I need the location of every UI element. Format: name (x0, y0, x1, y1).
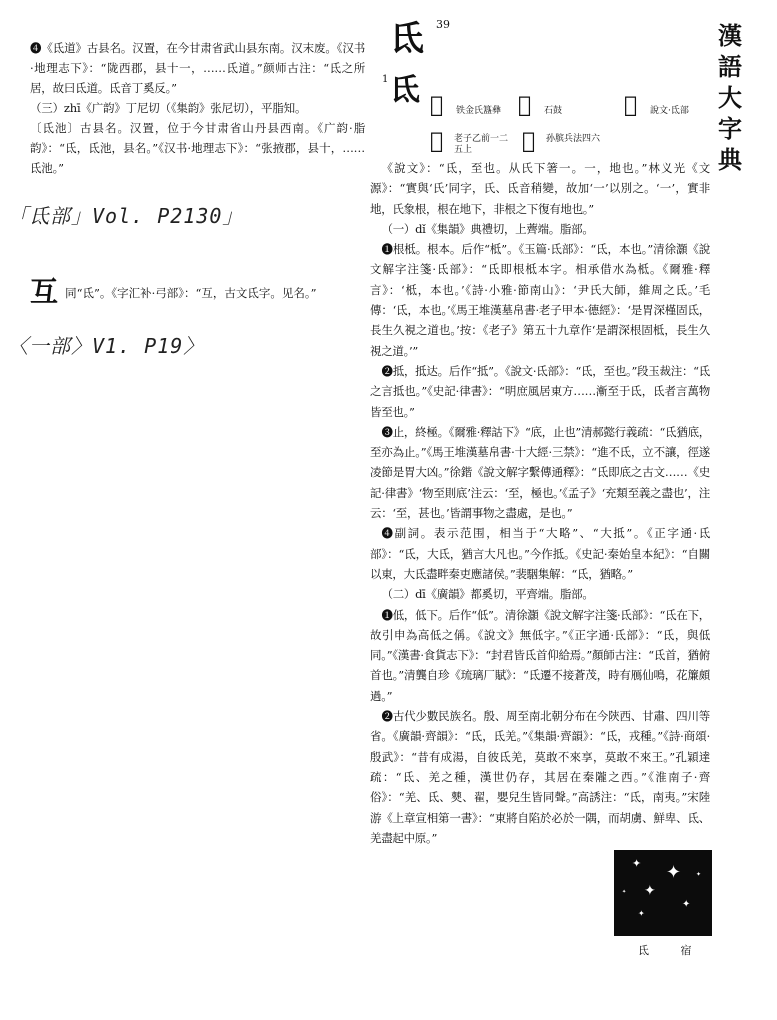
left-clipping (30, 38, 365, 178)
title-char: 語 (718, 52, 742, 81)
clipping-text (30, 38, 365, 178)
handwritten-annotation-1: 「氐部」Vol. P2130」 (8, 204, 244, 228)
sense-paragraph: ❷抵，抵达。后作“抵”。《說文·氐部》：“氐，至也。”段玉裁注：“氐之言抵也。”《史記·律書》：“明庶風居東方……漸至于氐，氐者言萬物皆至也。” (370, 363, 710, 419)
clipping-paragraph-1: ❹《氐道》古县名。汉置，在今甘肃省武山县东南。汉末废。《汉书·地理志下》：“陇西郡，县十一，……氐道。”颜师古注：“氐之所居，故曰氐道。氐音丁奚反。” (30, 41, 365, 95)
reading-heading: （二）dī《廣韻》都奚切，平齊端。脂部。 (381, 587, 594, 602)
star-icon: ✦ (644, 883, 656, 899)
variant-text: 同“氐”。《字汇补·弓部》：“互，古文氐字。见名。” (65, 286, 317, 300)
figure-caption: 氐 宿 (638, 944, 706, 957)
entry-headword: 氐 (390, 73, 420, 108)
sense-paragraph: ❷古代少數民族名。殷、周至南北朝分布在今陝西、甘肅、四川等省。《廣韻·齊韻》：“氐，氐羌。”《集韻·齊韻》：“氐，戎種。”《詩·商頌·殷武》：“昔有成湯，自彼氐羌，莫敢不來享，莫敢不來王。”孔穎達疏：“氐、羌之種，漢世仍存，其居在秦隴之西。”《淮南子·齊俗》：“羌、氐、僰、翟，嬰兒生皆同聲。”高誘注：“氐，南夷。”宋陸游《上章宣相第一書》：“東將自陷於必於一隅，而胡虜、鮮卑、氐、羌盡起中原。” (370, 709, 710, 845)
variant-entry (30, 270, 365, 310)
ancient-glyph: 𠀉 (518, 92, 532, 118)
ancient-glyph: 𠀉 (522, 128, 536, 154)
entry-body (370, 158, 710, 848)
star-icon: ✦ (682, 899, 691, 910)
glyph-caption: 老子乙前一二五上 (454, 134, 509, 155)
sense-paragraph: ❹副詞。表示范围，相当于“大略”、“大抵”。《正字通·氐部》：“氐，大氐，猶言大凡也。”今作抵。《史記·秦始皇本紀》：“自關以東，大氐盡畔秦吏應諸侯。”裴駰集解：“氐，猶略。” (370, 526, 710, 581)
title-char: 字 (718, 114, 742, 143)
title-char: 典 (718, 145, 742, 174)
star-map-figure (614, 850, 712, 936)
handwritten-annotation-2: 〈一部〉V1. P19〉 (8, 334, 205, 358)
sense-paragraph: ❶根柢。根本。后作“柢”。《玉篇·氐部》：“氐，本也。”清徐灝《說文解字注箋·氐部》：“氐即根柢本字。相承借水為柢。《爾雅·釋言》：‘柢，本也。’《詩·小雅·節南山》：‘尹氏大師，維周之氐。’毛傳：‘氐，本也。’《馬王堆漢墓帛書·老子甲本·德經》：‘是胃深槿固氐，長生久視之道也。’按：《老子》第五十九章作‘是謂深根固柢，長生久視之道。’” (370, 242, 710, 358)
glyph-caption: 說文·氐部 (650, 106, 689, 116)
sense-paragraph: ❸止，終極。《爾雅·釋詁下》“底，止也”清郝懿行義疏：“氐猶底，至亦為止。”《馬王堆漢墓帛書·十大經·三禁》：“進不氐，立不讓，徑遂凌節是胃大凶。”徐鍇《說文解字繫傳通釋》：“氐即底之古文……《史記·律書》‘物至則底’注云：‘至，極也。’《孟子》‘充類至義之盡也’，注云：‘至，甚也。’皆謂事物之盡處，是也。” (370, 424, 710, 521)
ancient-glyph: 𠀉 (430, 128, 444, 154)
sense-paragraph: ❶低，低下。后作“低”。清徐灝《說文解字注箋·氐部》：“氐在下，故引申為高低之偁。《說文》無低字。”《正字通·氐部》：“氐，與低同。”《漢書·食貨志下》：“封君皆氐首仰給焉。”顏師古注：“氐首，猶俯首也。”清龔自珍《琉璃厂賦》：“氐遷不接蒼茂，時有鴈仙鳴，花簾頗過。” (370, 607, 710, 703)
clipping-paragraph-2: （三）zhī《广韵》丁尼切（《集韵》张尼切），平脂知。 (30, 101, 307, 115)
star-icon: ✦ (666, 862, 682, 883)
title-char: 漢 (718, 21, 742, 50)
glyph-caption: 铁金氏簋彝 (456, 106, 502, 116)
star-icon: ✦ (622, 889, 627, 895)
ancient-glyph: 𠀉 (430, 92, 444, 118)
star-icon: ✦ (696, 871, 702, 878)
title-char: 大 (718, 83, 742, 112)
ancient-glyph: 𠀉 (624, 92, 638, 118)
glyph-caption: 石鼓 (544, 106, 563, 116)
reading-heading: （一）dǐ《集韻》典禮切，上薺端。脂部。 (381, 221, 594, 236)
star-icon: ✦ (638, 909, 645, 918)
etymology-paragraph: 《說文》：“氐，至也。从氏下箸一。一，地也。”林义光《文源》：“實與‘氏’同字，氏、氐音稍變，故加‘一’以別之。‘一’，實非地，氏象根，根在地下，非根之下復有地也。” (370, 161, 710, 216)
star-icon: ✦ (632, 857, 642, 870)
glyph-caption: 孙膑兵法四六 (546, 134, 601, 144)
entry-number: 1 (382, 74, 389, 85)
variant-char: 互 (30, 275, 59, 308)
page-number: 39 (436, 18, 450, 31)
page-head-char: 氐 (390, 19, 424, 59)
clipping-paragraph-3: 〔氐池〕古县名。汉置，位于今甘肃省山丹县西南。《广韵·脂韵》：“氐，氐池，县名。”《汉书·地理志下》：“张掖郡，县十，……氐池。” (30, 121, 365, 175)
dictionary-title (713, 20, 747, 175)
